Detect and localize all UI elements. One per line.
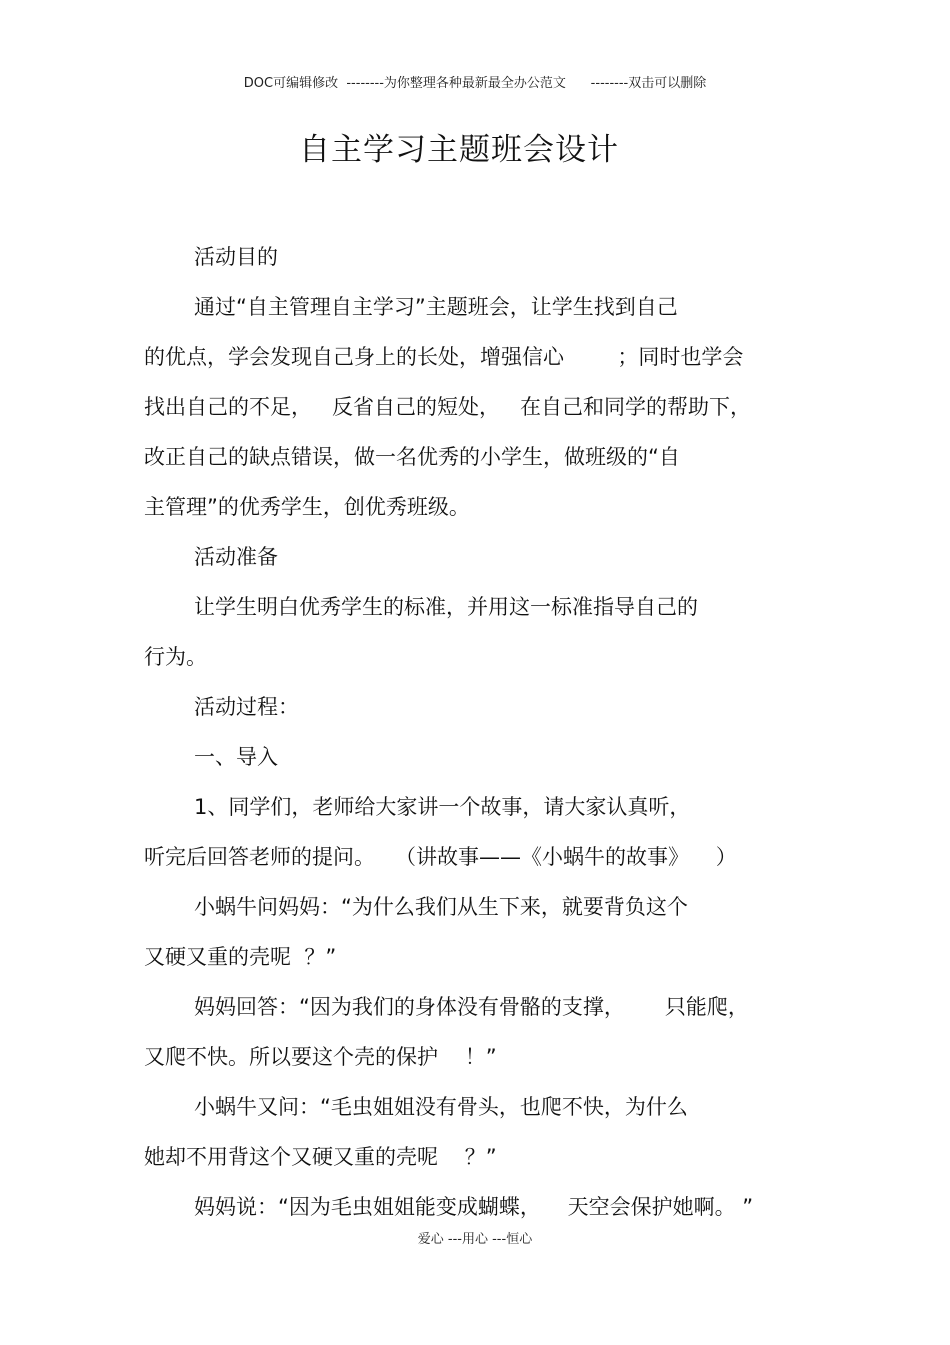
text-line: 小蜗牛又问：“毛虫姐姐没有骨头，也爬不快，为什么 [194,1095,688,1119]
text-line: 活动目的 [194,245,278,269]
text-line: 小蜗牛问妈妈：“为什么我们从生下来，就要背负这个 [194,895,688,919]
text-line: 通过“自主管理自主学习”主题班会，让学生找到自己 [194,295,678,319]
text-line: 听完后回答老师的提问。 （讲故事——《小蜗牛的故事》 ） [144,845,737,869]
document-body [144,237,814,1237]
text-line: 妈妈回答：“因为我们的身体没有骨骼的支撑， 只能爬， [194,995,749,1019]
text-line: 活动过程： [194,695,299,719]
text-line: 又硬又重的壳呢 ？” [144,945,337,969]
page-footer: 爱心 ---用心 ---恒心 [417,1232,533,1247]
text-line: 让学生明白优秀学生的标准，并用这一标准指导自己的 [194,595,698,619]
text-line: 她却不用背这个又硬又重的壳呢 ？” [144,1145,497,1169]
text-line: 1、同学们，老师给大家讲一个故事，请大家认真听， [194,795,691,819]
text-line: 活动准备 [194,545,278,569]
text-line: 又爬不快。所以要这个壳的保护 ！” [144,1045,497,1069]
text-line: 改正自己的缺点错误，做一名优秀的小学生，做班级的“自 [144,445,680,469]
text-line: 找出自己的不足， 反省自己的短处， 在自己和同学的帮助下， [144,395,752,419]
text-line: 一、导入 [194,745,278,769]
text-line: 主管理”的优秀学生，创优秀班级。 [144,495,470,519]
document-title: 自主学习主题班会设计 [299,132,619,168]
page-header: DOC可编辑修改 --------为你整理各种最新最全办公范文 --------双击可以删除 [243,76,707,91]
text-line: 妈妈说：“因为毛虫姐姐能变成蝴蝶， 天空会保护她啊。 ” [194,1195,754,1219]
text-line: 的优点，学会发现自己身上的长处，增强信心 ；同时也学会 [144,345,744,369]
text-line: 行为。 [144,645,207,669]
